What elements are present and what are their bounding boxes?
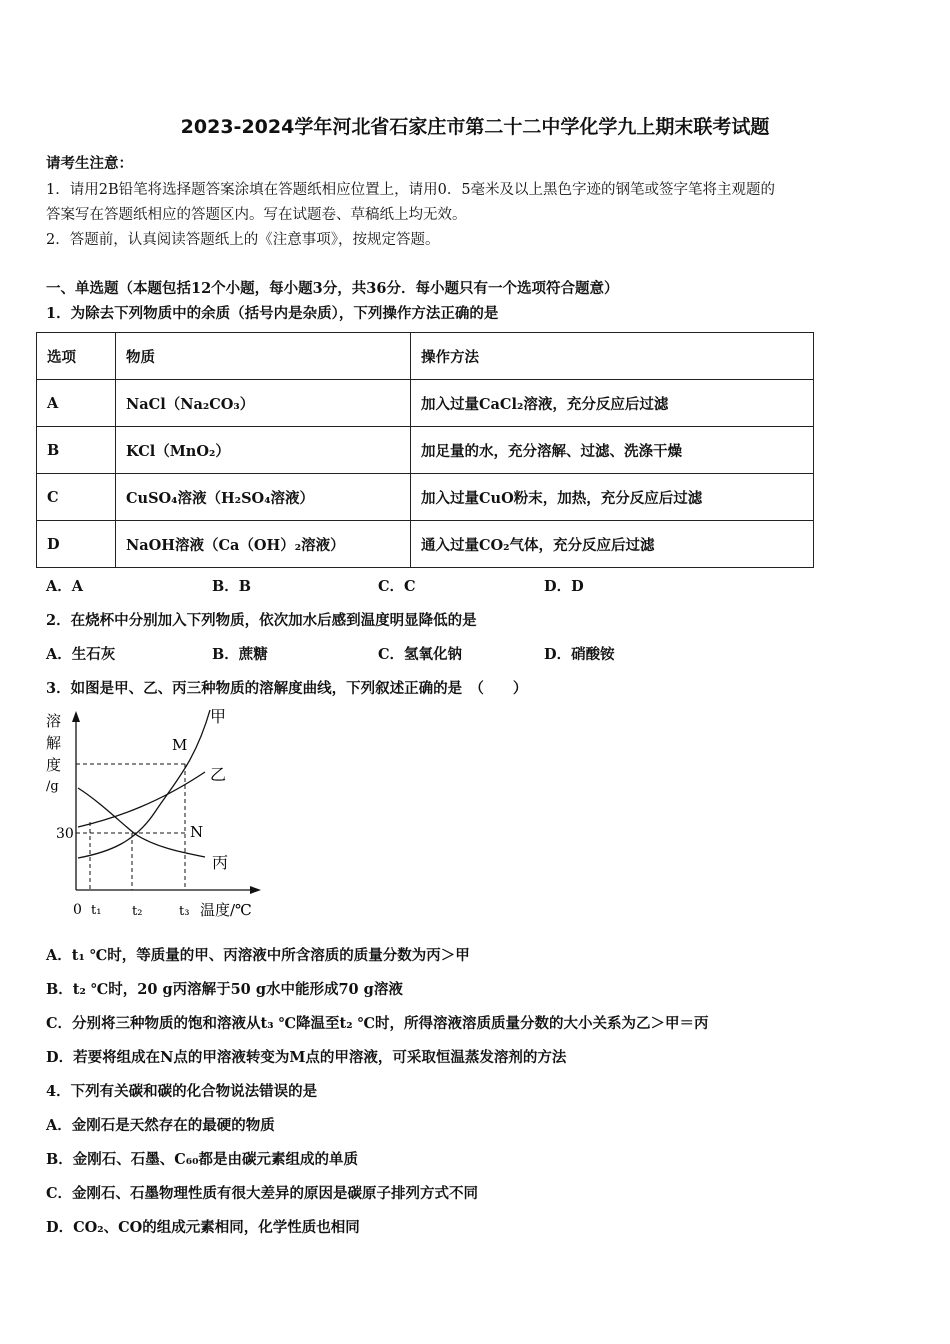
table-row <box>37 474 814 521</box>
q2-stem: 2．在烧杯中分别加入下列物质，依次加水后感到温度明显降低的是 <box>46 612 477 629</box>
solubility-curve-diagram <box>40 702 270 924</box>
q1-option-c: C．C <box>378 578 416 595</box>
x-axis-arrow-icon <box>250 886 261 894</box>
q1-option-b: B．B <box>212 578 252 595</box>
q4-option-a: A．金刚石是天然存在的最硬的物质 <box>46 1117 275 1134</box>
notice-item-1a: 1．请用2B铅笔将选择题答案涂填在答题纸相应位置上，请用0．5毫米及以上黑色字迹的钢笔或签字笔将主观题的 <box>46 182 776 198</box>
y-label-2: 解 <box>46 734 62 752</box>
table-header-cell: 物质 <box>116 333 411 380</box>
q2-options <box>46 643 710 664</box>
table-cell: 加入过量CaCl₂溶液，充分反应后过滤 <box>411 380 814 427</box>
table-row <box>37 380 814 427</box>
q4-option-d: D．CO₂、CO的组成元素相同，化学性质也相同 <box>46 1219 360 1236</box>
table-cell: CuSO₄溶液（H₂SO₄溶液） <box>116 474 411 521</box>
table-cell: KCl（MnO₂） <box>116 427 411 474</box>
table-cell: NaCl（Na₂CO₃） <box>116 380 411 427</box>
table-header-cell: 选项 <box>37 333 116 380</box>
t2-label: t₂ <box>132 904 143 919</box>
point-n-label: N <box>190 823 204 841</box>
q1-option-a: A．A <box>46 578 84 595</box>
table-row <box>37 521 814 568</box>
y-axis-arrow-icon <box>72 711 80 722</box>
table-cell: B <box>37 427 116 474</box>
x-axis-label: 温度/℃ <box>200 901 252 919</box>
y-label-4: /g <box>46 779 59 794</box>
exam-title: 2023-2024学年河北省石家庄市第二十二中学化学九上期末联考试题 <box>180 116 770 138</box>
q3-stem: 3．如图是甲、乙、丙三种物质的溶解度曲线，下列叙述正确的是 （ ） <box>46 680 528 697</box>
y-tick-30: 30 <box>56 826 74 842</box>
q4-stem: 4．下列有关碳和碳的化合物说法错误的是 <box>46 1083 318 1100</box>
notice-item-1b: 答案写在答题纸相应的答题区内。写在试题卷、草稿纸上均无效。 <box>46 207 467 223</box>
notice-item-2: 2．答题前，认真阅读答题纸上的《注意事项》，按规定答题。 <box>46 232 440 248</box>
table-cell: D <box>37 521 116 568</box>
table-cell: NaOH溶液（Ca（OH）₂溶液） <box>116 521 411 568</box>
table-row <box>37 427 814 474</box>
table-header-row <box>37 333 814 380</box>
q1-option-d: D．D <box>544 578 584 595</box>
curve-bing-label: 丙 <box>212 853 229 872</box>
q3-option-a: A．t₁ ℃时，等质量的甲、丙溶液中所含溶质的质量分数为丙＞甲 <box>46 947 470 964</box>
t1-label: t₁ <box>91 903 102 918</box>
curve-jia-label: 甲 <box>210 707 227 726</box>
table-header-cell: 操作方法 <box>411 333 814 380</box>
q3-option-c: C．分别将三种物质的饱和溶液从t₃ ℃降温至t₂ ℃时，所得溶液溶质质量分数的大小关系为乙＞甲＝丙 <box>46 1015 709 1032</box>
section-heading: 一、单选题（本题包括12个小题，每小题3分，共36分．每小题只有一个选项符合题意） <box>46 280 619 297</box>
table-cell: A <box>37 380 116 427</box>
q2-option-c: C．氢氧化钠 <box>378 646 463 663</box>
curve-yi-label: 乙 <box>210 765 227 784</box>
y-label-1: 溶 <box>46 712 62 730</box>
q2-option-b: B．蔗糖 <box>212 646 268 663</box>
point-m-label: M <box>172 736 188 754</box>
q1-stem: 1．为除去下列物质中的余质（括号内是杂质），下列操作方法正确的是 <box>46 305 499 322</box>
notice-heading: 请考生注意： <box>46 155 133 172</box>
y-label-3: 度 <box>46 756 62 774</box>
q1-options <box>46 575 710 596</box>
q2-option-a: A．生石灰 <box>46 646 116 663</box>
q4-option-c: C．金刚石、石墨物理性质有很大差异的原因是碳原子排列方式不同 <box>46 1185 479 1202</box>
table-cell: 通入过量CO₂气体，充分反应后过滤 <box>411 521 814 568</box>
origin-label: 0 <box>73 902 82 918</box>
q3-option-b: B．t₂ ℃时，20 g丙溶解于50 g水中能形成70 g溶液 <box>46 981 403 998</box>
curve-yi <box>78 772 205 827</box>
t3-label: t₃ <box>179 904 190 919</box>
q1-table <box>36 332 814 568</box>
table-cell: C <box>37 474 116 521</box>
q3-option-d: D．若要将组成在N点的甲溶液转变为M点的甲溶液，可采取恒温蒸发溶剂的方法 <box>46 1049 567 1066</box>
q4-option-b: B．金刚石、石墨、C₆₀都是由碳元素组成的单质 <box>46 1151 358 1168</box>
q2-option-d: D．硝酸铵 <box>544 646 615 663</box>
table-cell: 加入过量CuO粉末，加热，充分反应后过滤 <box>411 474 814 521</box>
table-cell: 加足量的水，充分溶解、过滤、洗涤干燥 <box>411 427 814 474</box>
